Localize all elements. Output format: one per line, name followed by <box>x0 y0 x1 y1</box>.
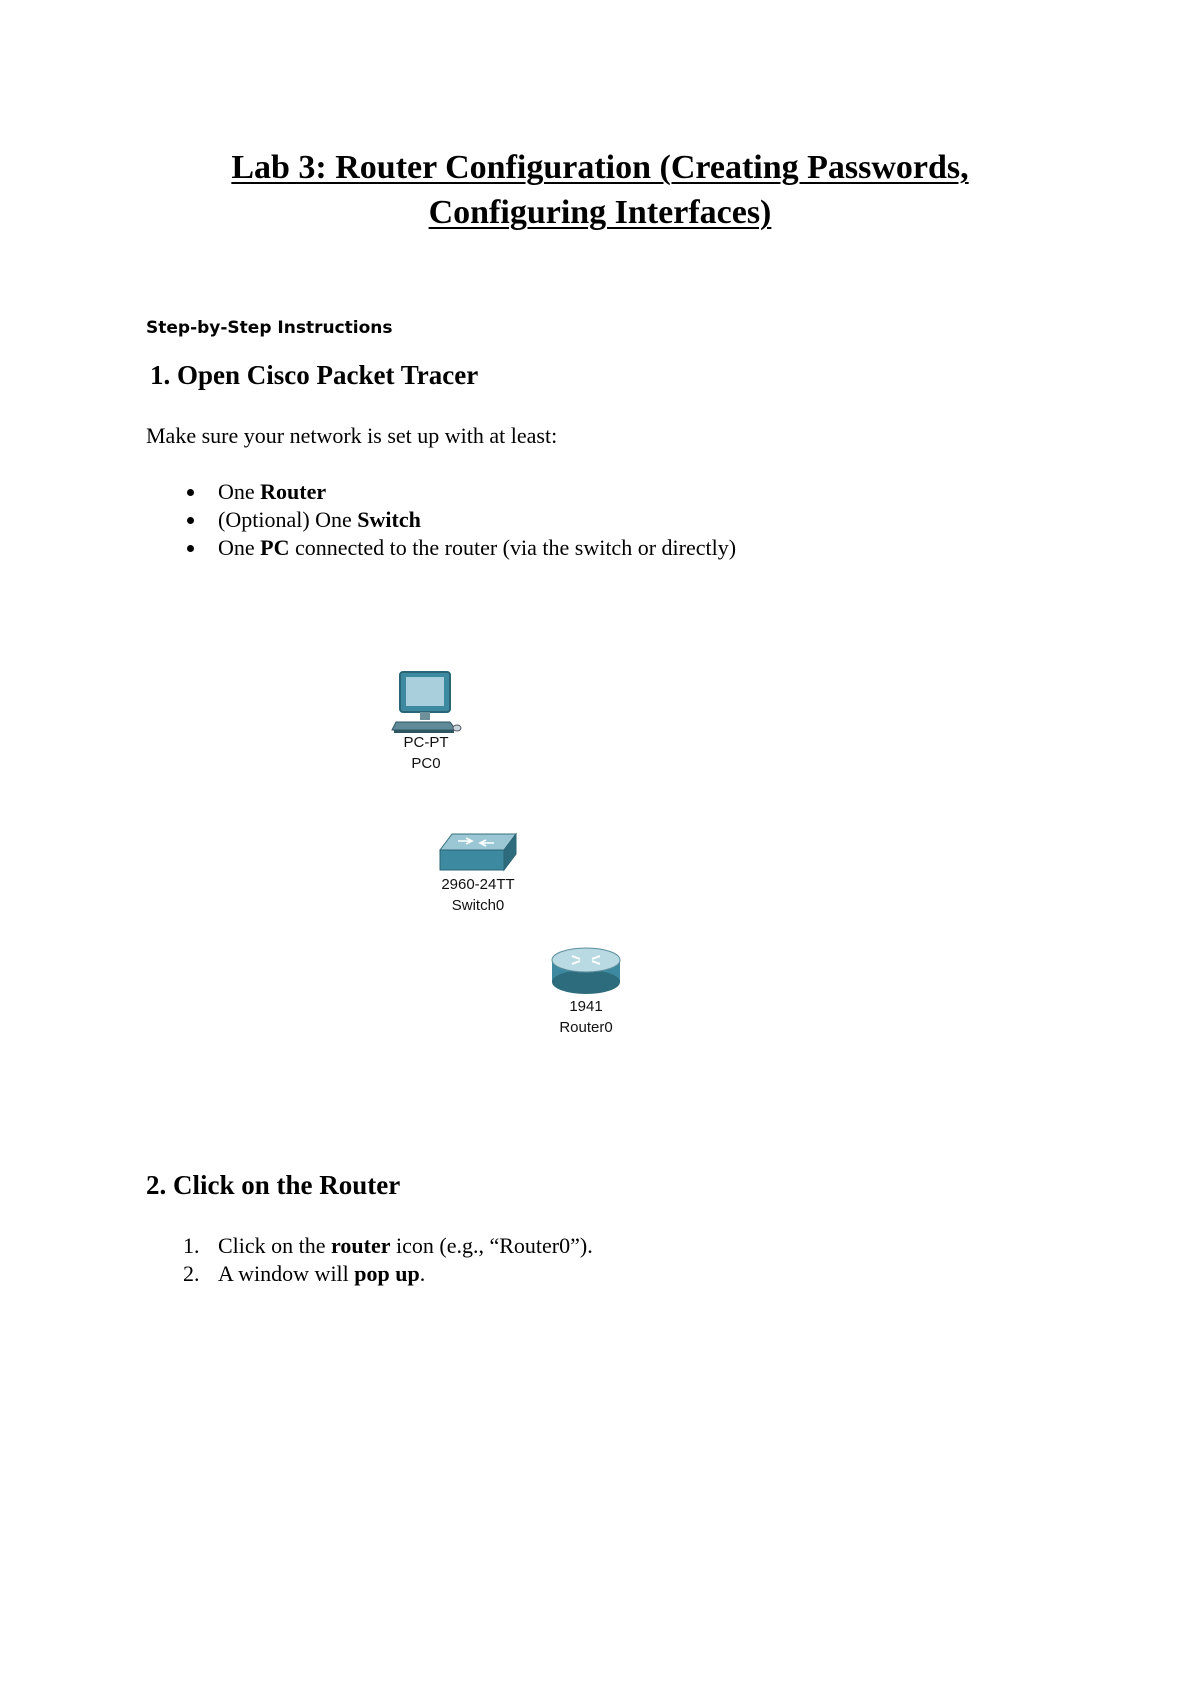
switch-model: 2960-24TT <box>441 876 515 893</box>
switch-name: Switch0 <box>451 897 505 914</box>
router-name: Router0 <box>559 1019 613 1036</box>
bullet-icon <box>187 517 194 524</box>
pc-model: PC-PT <box>403 734 449 751</box>
pc-label <box>366 732 486 774</box>
pc-icon <box>390 670 462 736</box>
list-item: One Router <box>146 478 736 506</box>
router-model: 1941 <box>569 998 603 1015</box>
router-icon <box>550 946 622 996</box>
section-1-intro: Make sure your network is set up with at least: <box>146 423 558 448</box>
instructions-kicker: Step-by-Step Instructions <box>146 318 393 338</box>
section-2-heading: 2. Click on the Router <box>146 1170 401 1200</box>
pc-device[interactable] <box>390 670 462 741</box>
router-label <box>526 996 646 1038</box>
title-line-2: Configuring Interfaces) <box>428 194 772 231</box>
list-item: 1. Click on the router icon (e.g., “Router0”). <box>183 1233 593 1258</box>
switch-label <box>418 874 538 916</box>
router-device[interactable] <box>550 946 622 1001</box>
list-item: One PC connected to the router (via the switch or directly) <box>146 534 736 562</box>
bullet-icon <box>187 545 194 552</box>
requirements-list <box>146 478 736 562</box>
bullet-icon <box>187 489 194 496</box>
title-line-1: Lab 3: Router Configuration (Creating Passwords, <box>231 149 969 186</box>
section-1-heading: 1. Open Cisco Packet Tracer <box>150 360 479 390</box>
list-item: 2. A window will pop up. <box>183 1261 426 1286</box>
page-title <box>0 145 1200 235</box>
steps-list <box>146 1232 593 1288</box>
list-item: (Optional) One Switch <box>146 506 736 534</box>
switch-device[interactable] <box>438 832 518 879</box>
switch-icon <box>438 832 518 874</box>
pc-name: PC0 <box>411 755 441 772</box>
